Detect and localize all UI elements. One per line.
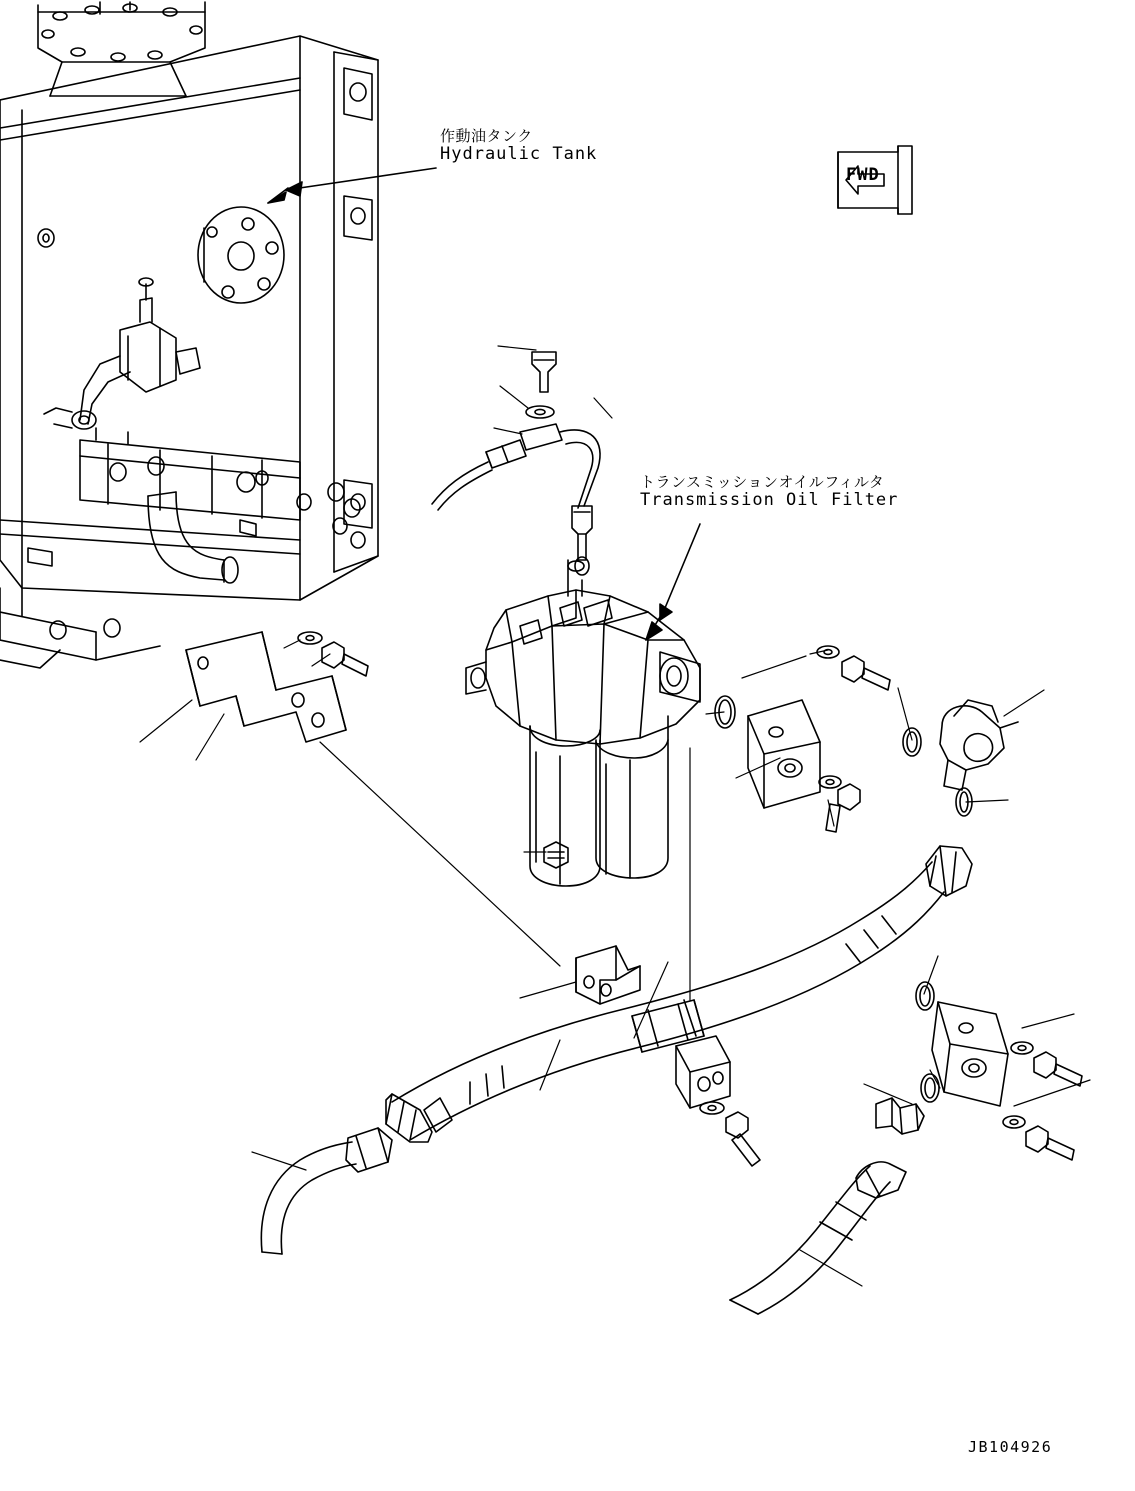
hydraulic-tank-label [440,128,597,165]
hose-clamp-bracket-a [576,946,640,1004]
suction-pipe-lower-left [261,1128,392,1254]
transmission-oil-filter-label-en: Transmission Oil Filter [640,490,899,511]
transmission-oil-filter-label [640,474,898,511]
hydraulic-tank-label-jp: 作動油タンク [440,127,533,145]
transmission-oil-filter-label-jp: トランスミッションオイルフィルタ [640,473,885,491]
return-pipe-lower-right [730,1162,906,1314]
nipple-fitting [876,1098,924,1134]
main-hose-assembly [386,846,972,1142]
filter-clogging-sensor [432,352,600,596]
hydraulic-tank-label-en: Hydraulic Tank [440,144,598,165]
valve-block-lower [932,1002,1008,1106]
valve-block-upper [748,700,820,808]
leader-lines [140,346,1090,1286]
elbow-fitting [940,700,1018,790]
hydraulic-tank-assembly [0,2,378,668]
drawing-number: JB104926 [968,1438,1053,1456]
fwd-direction-label: FWD [846,165,880,185]
hose-clamp-bracket-b [676,1000,730,1108]
transmission-filter-leader [646,524,700,640]
